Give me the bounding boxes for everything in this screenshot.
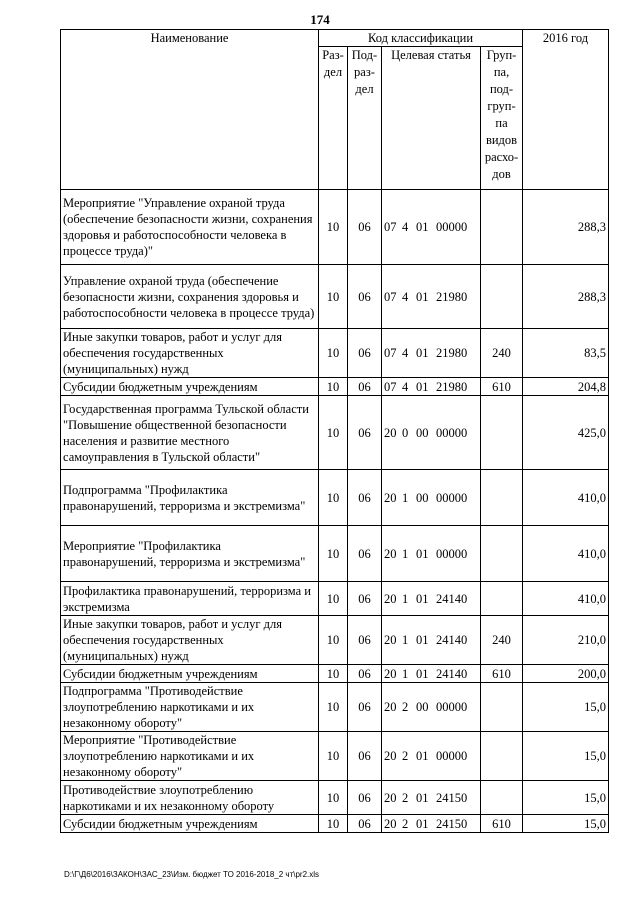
table-body bbox=[61, 190, 609, 833]
row-name: Иные закупки товаров, работ и услуг для обеспечения государственных (муниципальных) нужд bbox=[61, 616, 319, 665]
header-row-top bbox=[61, 30, 609, 47]
target-direction: 21980 bbox=[436, 346, 468, 360]
row-amount: 83,5 bbox=[523, 329, 609, 378]
target-subprogram: 4 bbox=[402, 289, 409, 304]
row-group bbox=[481, 396, 523, 470]
row-amount: 15,0 bbox=[523, 781, 609, 815]
row-amount: 15,0 bbox=[523, 815, 609, 833]
row-name: Профилактика правонарушений, терроризма и экстремизма bbox=[61, 582, 319, 616]
target-direction: 24140 bbox=[436, 591, 468, 606]
target-direction: 24140 bbox=[436, 666, 468, 681]
target-event: 01 bbox=[416, 379, 429, 394]
target-program: 07 bbox=[384, 379, 397, 394]
row-section: 10 bbox=[319, 582, 348, 616]
row-group: 240 bbox=[481, 616, 523, 665]
row-subsection: 06 bbox=[348, 190, 382, 265]
target-direction: 00000 bbox=[436, 546, 468, 561]
target-program: 20 bbox=[384, 490, 397, 505]
header-year: 2016 год bbox=[523, 30, 609, 190]
target-subprogram: 1 bbox=[402, 490, 409, 505]
row-amount: 425,0 bbox=[523, 396, 609, 470]
table-row bbox=[61, 616, 609, 665]
row-amount: 410,0 bbox=[523, 526, 609, 582]
row-subsection: 06 bbox=[348, 329, 382, 378]
target-program: 20 bbox=[384, 816, 397, 831]
target-event: 00 bbox=[416, 425, 429, 440]
row-subsection: 06 bbox=[348, 815, 382, 833]
target-program: 20 bbox=[384, 591, 397, 606]
row-name: Субсидии бюджетным учреждениям bbox=[61, 378, 319, 396]
row-amount: 210,0 bbox=[523, 616, 609, 665]
row-subsection: 06 bbox=[348, 732, 382, 781]
row-subsection: 06 bbox=[348, 683, 382, 732]
table-row bbox=[61, 732, 609, 781]
target-program: 20 bbox=[384, 749, 397, 763]
row-group bbox=[481, 582, 523, 616]
header-section: Раз- дел bbox=[319, 47, 348, 190]
row-amount: 200,0 bbox=[523, 665, 609, 683]
target-direction: 21980 bbox=[436, 289, 468, 304]
header-target-article: Целевая статья bbox=[382, 47, 481, 190]
row-name: Подпрограмма "Профилактика правонарушений, терроризма и экстремизма" bbox=[61, 470, 319, 526]
target-direction: 00000 bbox=[436, 425, 468, 440]
file-path-footer: D:\Г\Д6\2016\ЗАКОН\ЗАС_23\Изм. бюджет ТО 2016-2018_2 чт\pr2.xls bbox=[64, 870, 320, 879]
target-event: 01 bbox=[416, 666, 429, 681]
target-program: 20 bbox=[384, 666, 397, 681]
target-event: 00 bbox=[416, 490, 429, 505]
row-amount: 15,0 bbox=[523, 732, 609, 781]
row-section: 10 bbox=[319, 815, 348, 833]
row-subsection: 06 bbox=[348, 781, 382, 815]
row-group bbox=[481, 683, 523, 732]
target-event: 01 bbox=[416, 633, 429, 647]
target-program: 07 bbox=[384, 289, 397, 304]
target-program: 07 bbox=[384, 220, 397, 234]
target-subprogram: 1 bbox=[402, 546, 409, 561]
row-amount: 288,3 bbox=[523, 190, 609, 265]
row-section: 10 bbox=[319, 683, 348, 732]
row-group: 610 bbox=[481, 815, 523, 833]
table-row bbox=[61, 190, 609, 265]
row-amount: 15,0 bbox=[523, 683, 609, 732]
row-group: 610 bbox=[481, 378, 523, 396]
target-subprogram: 4 bbox=[402, 346, 409, 360]
row-subsection: 06 bbox=[348, 470, 382, 526]
target-subprogram: 2 bbox=[402, 790, 409, 805]
row-target-article bbox=[382, 683, 481, 732]
target-direction: 24140 bbox=[436, 633, 468, 647]
row-section: 10 bbox=[319, 265, 348, 329]
row-section: 10 bbox=[319, 396, 348, 470]
row-section: 10 bbox=[319, 781, 348, 815]
target-subprogram: 1 bbox=[402, 591, 409, 606]
row-name: Мероприятие "Профилактика правонарушений, терроризма и экстремизма" bbox=[61, 526, 319, 582]
row-name: Государственная программа Тульской области "Повышение общественной безопасности населения и развитие местного самоуправления в Тульской области" bbox=[61, 396, 319, 470]
target-event: 01 bbox=[416, 749, 429, 763]
row-subsection: 06 bbox=[348, 616, 382, 665]
page-number: 174 bbox=[310, 12, 330, 27]
row-section: 10 bbox=[319, 190, 348, 265]
row-section: 10 bbox=[319, 378, 348, 396]
row-target-article bbox=[382, 815, 481, 833]
row-target-article bbox=[382, 526, 481, 582]
row-group bbox=[481, 265, 523, 329]
table-row bbox=[61, 683, 609, 732]
row-group: 610 bbox=[481, 665, 523, 683]
table-row bbox=[61, 815, 609, 833]
row-target-article bbox=[382, 732, 481, 781]
target-event: 01 bbox=[416, 816, 429, 831]
target-subprogram: 4 bbox=[402, 220, 409, 234]
target-subprogram: 1 bbox=[402, 633, 409, 647]
target-program: 20 bbox=[384, 546, 397, 561]
row-name: Противодействие злоупотреблению наркотиками и их незаконному обороту bbox=[61, 781, 319, 815]
row-section: 10 bbox=[319, 470, 348, 526]
row-section: 10 bbox=[319, 329, 348, 378]
row-amount: 204,8 bbox=[523, 378, 609, 396]
row-target-article bbox=[382, 396, 481, 470]
row-target-article bbox=[382, 616, 481, 665]
row-subsection: 06 bbox=[348, 265, 382, 329]
row-name: Управление охраной труда (обеспечение безопасности жизни, сохранения здоровья и работоспособности человека в процессе труда) bbox=[61, 265, 319, 329]
target-program: 20 bbox=[384, 633, 397, 647]
row-subsection: 06 bbox=[348, 582, 382, 616]
target-event: 01 bbox=[416, 790, 429, 805]
header-name: Наименование bbox=[61, 30, 319, 190]
target-direction: 24150 bbox=[436, 790, 468, 805]
header-code-classification: Код классификации bbox=[319, 30, 523, 47]
row-name: Подпрограмма "Противодействие злоупотреблению наркотиками и их незаконному обороту" bbox=[61, 683, 319, 732]
row-subsection: 06 bbox=[348, 396, 382, 470]
target-direction: 24150 bbox=[436, 816, 468, 831]
table-row bbox=[61, 470, 609, 526]
row-target-article bbox=[382, 781, 481, 815]
row-target-article bbox=[382, 665, 481, 683]
row-target-article bbox=[382, 470, 481, 526]
target-direction: 00000 bbox=[436, 749, 468, 763]
target-event: 01 bbox=[416, 220, 429, 234]
row-group bbox=[481, 732, 523, 781]
row-section: 10 bbox=[319, 616, 348, 665]
target-subprogram: 2 bbox=[402, 816, 409, 831]
header-subsection: Под- раз- дел bbox=[348, 47, 382, 190]
target-event: 00 bbox=[416, 700, 429, 714]
row-name: Субсидии бюджетным учреждениям bbox=[61, 665, 319, 683]
target-direction: 00000 bbox=[436, 490, 468, 505]
target-subprogram: 2 bbox=[402, 700, 409, 714]
table-row bbox=[61, 378, 609, 396]
header-group: Груп- па, под- груп- па видов расхо- дов bbox=[481, 47, 523, 190]
table-row bbox=[61, 526, 609, 582]
row-section: 10 bbox=[319, 665, 348, 683]
row-group bbox=[481, 470, 523, 526]
target-program: 20 bbox=[384, 700, 397, 714]
row-subsection: 06 bbox=[348, 526, 382, 582]
target-program: 20 bbox=[384, 425, 397, 440]
target-program: 20 bbox=[384, 790, 397, 805]
table-row bbox=[61, 665, 609, 683]
row-group bbox=[481, 190, 523, 265]
target-subprogram: 4 bbox=[402, 379, 409, 394]
table-row bbox=[61, 582, 609, 616]
target-program: 07 bbox=[384, 346, 397, 360]
target-event: 01 bbox=[416, 591, 429, 606]
row-name: Мероприятие "Противодействие злоупотреблению наркотиками и их незаконному обороту" bbox=[61, 732, 319, 781]
row-section: 10 bbox=[319, 732, 348, 781]
row-target-article bbox=[382, 190, 481, 265]
row-amount: 288,3 bbox=[523, 265, 609, 329]
target-event: 01 bbox=[416, 289, 429, 304]
row-group bbox=[481, 781, 523, 815]
target-subprogram: 1 bbox=[402, 666, 409, 681]
target-event: 01 bbox=[416, 346, 429, 360]
row-target-article bbox=[382, 329, 481, 378]
table-row bbox=[61, 781, 609, 815]
row-section: 10 bbox=[319, 526, 348, 582]
target-event: 01 bbox=[416, 546, 429, 561]
row-group bbox=[481, 526, 523, 582]
row-amount: 410,0 bbox=[523, 582, 609, 616]
target-direction: 21980 bbox=[436, 379, 468, 394]
row-target-article bbox=[382, 378, 481, 396]
row-target-article bbox=[382, 265, 481, 329]
table-row bbox=[61, 396, 609, 470]
budget-table bbox=[60, 29, 609, 833]
target-direction: 00000 bbox=[436, 700, 468, 714]
row-name: Мероприятие "Управление охраной труда (обеспечение безопасности жизни, сохранения здоровья и работоспособности человека в процессе труда)" bbox=[61, 190, 319, 265]
table-row bbox=[61, 265, 609, 329]
row-subsection: 06 bbox=[348, 665, 382, 683]
target-subprogram: 0 bbox=[402, 425, 409, 440]
row-group: 240 bbox=[481, 329, 523, 378]
row-name: Субсидии бюджетным учреждениям bbox=[61, 815, 319, 833]
row-amount: 410,0 bbox=[523, 470, 609, 526]
row-name: Иные закупки товаров, работ и услуг для обеспечения государственных (муниципальных) нужд bbox=[61, 329, 319, 378]
table-row bbox=[61, 329, 609, 378]
target-direction: 00000 bbox=[436, 220, 468, 234]
target-subprogram: 2 bbox=[402, 749, 409, 763]
row-subsection: 06 bbox=[348, 378, 382, 396]
row-target-article bbox=[382, 582, 481, 616]
